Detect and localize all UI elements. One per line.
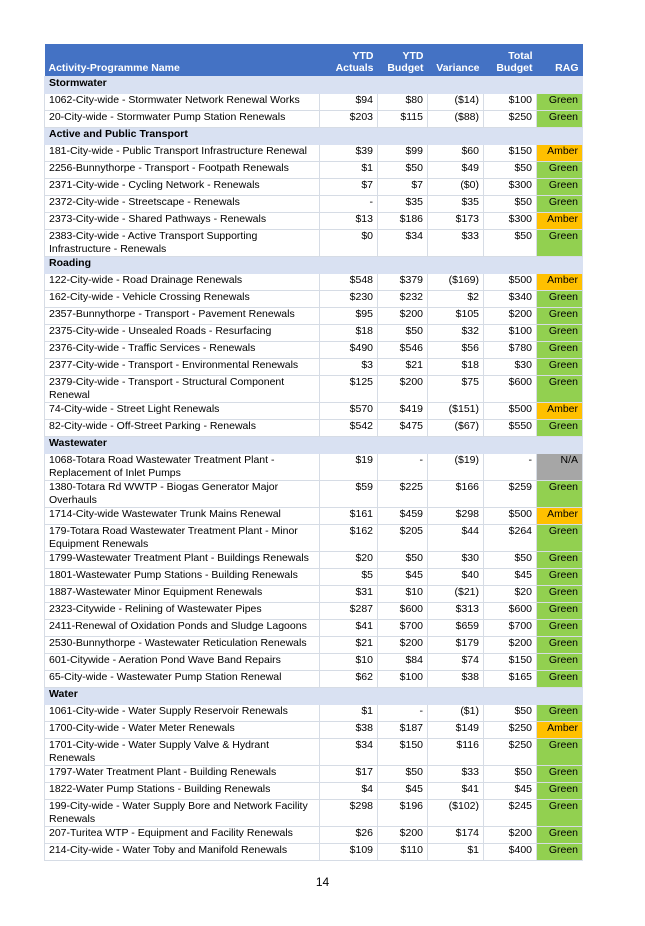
cell-ytd-actuals: $109 — [320, 844, 378, 861]
cell-ytd-actuals: $542 — [320, 420, 378, 437]
cell-ytd-budget: $600 — [378, 603, 428, 620]
rag-status-badge: Green — [537, 603, 583, 620]
rag-status-badge: Green — [537, 325, 583, 342]
cell-ytd-actuals: - — [320, 196, 378, 213]
cell-variance: ($151) — [428, 403, 484, 420]
cell-total-budget: $50 — [484, 230, 537, 257]
cell-total-budget: $300 — [484, 179, 537, 196]
table-row — [45, 274, 583, 291]
cell-ytd-actuals: $13 — [320, 213, 378, 230]
table-row — [45, 827, 583, 844]
table-row — [45, 94, 583, 111]
cell-ytd-budget: $200 — [378, 637, 428, 654]
cell-ytd-budget: $50 — [378, 766, 428, 783]
table-row — [45, 766, 583, 783]
renewals-table — [44, 44, 583, 861]
table-row — [45, 196, 583, 213]
cell-activity-name: 1061-City-wide - Water Supply Reservoir Renewals — [45, 705, 320, 722]
cell-variance: $60 — [428, 145, 484, 162]
cell-variance: $40 — [428, 569, 484, 586]
cell-ytd-actuals: $95 — [320, 308, 378, 325]
cell-variance: $173 — [428, 213, 484, 230]
section-row — [45, 688, 583, 705]
table-row — [45, 454, 583, 481]
table-row — [45, 230, 583, 257]
cell-ytd-actuals: $19 — [320, 454, 378, 481]
cell-activity-name: 2383-City-wide - Active Transport Supporting Infrastructure - Renewals — [45, 230, 320, 257]
cell-ytd-budget: - — [378, 705, 428, 722]
rag-status-badge: Green — [537, 569, 583, 586]
table-row — [45, 525, 583, 552]
cell-activity-name: 199-City-wide - Water Supply Bore and Network Facility Renewals — [45, 800, 320, 827]
table-row — [45, 620, 583, 637]
cell-ytd-actuals: $31 — [320, 586, 378, 603]
rag-status-badge: Green — [537, 342, 583, 359]
table-row — [45, 162, 583, 179]
cell-variance: $35 — [428, 196, 484, 213]
col-header-name: Activity-Programme Name — [45, 44, 320, 77]
table-row — [45, 844, 583, 861]
col-header-ytd-actuals: YTD Actuals — [320, 44, 378, 77]
cell-activity-name: 122-City-wide - Road Drainage Renewals — [45, 274, 320, 291]
cell-activity-name: 20-City-wide - Stormwater Pump Station Renewals — [45, 111, 320, 128]
cell-ytd-actuals: $4 — [320, 783, 378, 800]
cell-activity-name: 2377-City-wide - Transport - Environmental Renewals — [45, 359, 320, 376]
cell-total-budget: $50 — [484, 552, 537, 569]
table-row — [45, 376, 583, 403]
table-body — [45, 77, 583, 861]
cell-total-budget: $600 — [484, 376, 537, 403]
cell-ytd-budget: $150 — [378, 739, 428, 766]
cell-ytd-budget: $546 — [378, 342, 428, 359]
section-title: Roading — [45, 257, 583, 274]
cell-variance: $75 — [428, 376, 484, 403]
table-row — [45, 308, 583, 325]
cell-total-budget: $20 — [484, 586, 537, 603]
cell-ytd-actuals: $570 — [320, 403, 378, 420]
section-row — [45, 437, 583, 454]
cell-ytd-actuals: $21 — [320, 637, 378, 654]
rag-status-badge: Green — [537, 162, 583, 179]
rag-status-badge: Green — [537, 620, 583, 637]
cell-activity-name: 2256-Bunnythorpe - Transport - Footpath Renewals — [45, 162, 320, 179]
cell-variance: $33 — [428, 230, 484, 257]
cell-total-budget: $50 — [484, 162, 537, 179]
col-header-total-budget: Total Budget — [484, 44, 537, 77]
cell-ytd-budget: $45 — [378, 569, 428, 586]
table-row — [45, 637, 583, 654]
table-row — [45, 145, 583, 162]
cell-variance: $2 — [428, 291, 484, 308]
rag-status-badge: Green — [537, 525, 583, 552]
rag-status-badge: Amber — [537, 722, 583, 739]
rag-status-badge: Green — [537, 705, 583, 722]
rag-status-badge: Green — [537, 291, 583, 308]
cell-total-budget: $50 — [484, 705, 537, 722]
cell-variance: ($88) — [428, 111, 484, 128]
cell-ytd-actuals: $10 — [320, 654, 378, 671]
cell-ytd-budget: $84 — [378, 654, 428, 671]
section-row — [45, 257, 583, 274]
cell-ytd-budget: $115 — [378, 111, 428, 128]
cell-activity-name: 2376-City-wide - Traffic Services - Renewals — [45, 342, 320, 359]
cell-ytd-actuals: $230 — [320, 291, 378, 308]
cell-variance: $149 — [428, 722, 484, 739]
cell-total-budget: $250 — [484, 739, 537, 766]
cell-total-budget: $200 — [484, 637, 537, 654]
cell-ytd-actuals: $203 — [320, 111, 378, 128]
cell-variance: ($21) — [428, 586, 484, 603]
cell-variance: $74 — [428, 654, 484, 671]
table-row — [45, 586, 583, 603]
table-row — [45, 213, 583, 230]
cell-total-budget: $165 — [484, 671, 537, 688]
rag-status-badge: Green — [537, 739, 583, 766]
cell-ytd-budget: $200 — [378, 827, 428, 844]
report-page — [44, 44, 582, 861]
cell-ytd-budget: $187 — [378, 722, 428, 739]
table-row — [45, 800, 583, 827]
cell-total-budget: $200 — [484, 308, 537, 325]
cell-total-budget: $780 — [484, 342, 537, 359]
table-row — [45, 342, 583, 359]
section-title: Water — [45, 688, 583, 705]
cell-total-budget: $300 — [484, 213, 537, 230]
cell-ytd-actuals: $34 — [320, 739, 378, 766]
cell-ytd-budget: $200 — [378, 376, 428, 403]
cell-ytd-budget: $200 — [378, 308, 428, 325]
cell-total-budget: $259 — [484, 481, 537, 508]
cell-variance: ($102) — [428, 800, 484, 827]
rag-status-badge: Green — [537, 783, 583, 800]
cell-ytd-budget: $205 — [378, 525, 428, 552]
cell-variance: $49 — [428, 162, 484, 179]
rag-status-badge: Green — [537, 654, 583, 671]
cell-activity-name: 1380-Totara Rd WWTP - Biogas Generator Major Overhauls — [45, 481, 320, 508]
cell-activity-name: 1799-Wastewater Treatment Plant - Buildings Renewals — [45, 552, 320, 569]
cell-total-budget: $500 — [484, 403, 537, 420]
cell-ytd-budget: $50 — [378, 552, 428, 569]
rag-status-badge: Green — [537, 359, 583, 376]
rag-status-badge: Green — [537, 844, 583, 861]
cell-total-budget: $100 — [484, 94, 537, 111]
cell-ytd-actuals: $39 — [320, 145, 378, 162]
cell-ytd-budget: $419 — [378, 403, 428, 420]
cell-total-budget: $100 — [484, 325, 537, 342]
cell-variance: $166 — [428, 481, 484, 508]
cell-ytd-budget: $700 — [378, 620, 428, 637]
cell-ytd-budget: $232 — [378, 291, 428, 308]
cell-ytd-actuals: $62 — [320, 671, 378, 688]
cell-ytd-actuals: $298 — [320, 800, 378, 827]
cell-total-budget: $50 — [484, 766, 537, 783]
table-row — [45, 179, 583, 196]
table-row — [45, 552, 583, 569]
cell-total-budget: $50 — [484, 196, 537, 213]
rag-status-badge: Green — [537, 827, 583, 844]
table-row — [45, 481, 583, 508]
cell-total-budget: - — [484, 454, 537, 481]
rag-status-badge: Amber — [537, 145, 583, 162]
rag-status-badge: Amber — [537, 508, 583, 525]
rag-status-badge: N/A — [537, 454, 583, 481]
rag-status-badge: Green — [537, 671, 583, 688]
section-row — [45, 77, 583, 94]
cell-total-budget: $30 — [484, 359, 537, 376]
cell-total-budget: $500 — [484, 508, 537, 525]
cell-total-budget: $150 — [484, 654, 537, 671]
cell-variance: $33 — [428, 766, 484, 783]
table-row — [45, 420, 583, 437]
cell-ytd-budget: - — [378, 454, 428, 481]
table-row — [45, 508, 583, 525]
cell-activity-name: 601-Citywide - Aeration Pond Wave Band Repairs — [45, 654, 320, 671]
rag-status-badge: Green — [537, 637, 583, 654]
table-row — [45, 111, 583, 128]
cell-activity-name: 181-City-wide - Public Transport Infrastructure Renewal — [45, 145, 320, 162]
table-row — [45, 722, 583, 739]
cell-variance: ($19) — [428, 454, 484, 481]
table-row — [45, 654, 583, 671]
cell-activity-name: 1062-City-wide - Stormwater Network Renewal Works — [45, 94, 320, 111]
table-row — [45, 603, 583, 620]
cell-variance: $174 — [428, 827, 484, 844]
cell-ytd-budget: $100 — [378, 671, 428, 688]
cell-ytd-actuals: $5 — [320, 569, 378, 586]
cell-variance: $32 — [428, 325, 484, 342]
section-title: Stormwater — [45, 77, 583, 94]
table-row — [45, 739, 583, 766]
cell-total-budget: $700 — [484, 620, 537, 637]
cell-ytd-budget: $45 — [378, 783, 428, 800]
cell-variance: $105 — [428, 308, 484, 325]
rag-status-badge: Green — [537, 196, 583, 213]
rag-status-badge: Amber — [537, 213, 583, 230]
table-row — [45, 359, 583, 376]
cell-variance: $44 — [428, 525, 484, 552]
cell-ytd-actuals: $94 — [320, 94, 378, 111]
cell-activity-name: 214-City-wide - Water Toby and Manifold Renewals — [45, 844, 320, 861]
cell-variance: $179 — [428, 637, 484, 654]
cell-total-budget: $250 — [484, 722, 537, 739]
table-row — [45, 325, 583, 342]
cell-ytd-budget: $80 — [378, 94, 428, 111]
cell-ytd-actuals: $20 — [320, 552, 378, 569]
cell-activity-name: 1701-City-wide - Water Supply Valve & Hydrant Renewals — [45, 739, 320, 766]
rag-status-badge: Green — [537, 230, 583, 257]
cell-total-budget: $600 — [484, 603, 537, 620]
col-header-ytd-budget: YTD Budget — [378, 44, 428, 77]
cell-ytd-actuals: $26 — [320, 827, 378, 844]
cell-ytd-actuals: $38 — [320, 722, 378, 739]
cell-ytd-budget: $21 — [378, 359, 428, 376]
cell-ytd-budget: $379 — [378, 274, 428, 291]
cell-variance: ($1) — [428, 705, 484, 722]
table-row — [45, 783, 583, 800]
table-row — [45, 569, 583, 586]
page-number: 14 — [315, 875, 330, 889]
cell-ytd-budget: $10 — [378, 586, 428, 603]
cell-total-budget: $340 — [484, 291, 537, 308]
cell-total-budget: $250 — [484, 111, 537, 128]
cell-ytd-actuals: $125 — [320, 376, 378, 403]
cell-ytd-budget: $50 — [378, 325, 428, 342]
cell-activity-name: 1068-Totara Road Wastewater Treatment Plant - Replacement of Inlet Pumps — [45, 454, 320, 481]
cell-ytd-actuals: $1 — [320, 705, 378, 722]
section-title: Active and Public Transport — [45, 128, 583, 145]
cell-variance: $116 — [428, 739, 484, 766]
cell-ytd-actuals: $161 — [320, 508, 378, 525]
cell-total-budget: $400 — [484, 844, 537, 861]
cell-variance: $298 — [428, 508, 484, 525]
rag-status-badge: Green — [537, 481, 583, 508]
cell-variance: ($67) — [428, 420, 484, 437]
cell-ytd-budget: $186 — [378, 213, 428, 230]
cell-ytd-actuals: $548 — [320, 274, 378, 291]
cell-activity-name: 2323-Citywide - Relining of Wastewater Pipes — [45, 603, 320, 620]
cell-activity-name: 1801-Wastewater Pump Stations - Building Renewals — [45, 569, 320, 586]
table-row — [45, 705, 583, 722]
table-row — [45, 403, 583, 420]
cell-variance: $56 — [428, 342, 484, 359]
cell-ytd-budget: $196 — [378, 800, 428, 827]
cell-ytd-actuals: $1 — [320, 162, 378, 179]
cell-ytd-actuals: $490 — [320, 342, 378, 359]
cell-ytd-actuals: $3 — [320, 359, 378, 376]
cell-activity-name: 2379-City-wide - Transport - Structural Component Renewal — [45, 376, 320, 403]
cell-ytd-budget: $459 — [378, 508, 428, 525]
cell-variance: $1 — [428, 844, 484, 861]
cell-activity-name: 65-City-wide - Wastewater Pump Station Renewal — [45, 671, 320, 688]
cell-variance: $313 — [428, 603, 484, 620]
rag-status-badge: Amber — [537, 274, 583, 291]
cell-activity-name: 162-City-wide - Vehicle Crossing Renewals — [45, 291, 320, 308]
cell-activity-name: 1887-Wastewater Minor Equipment Renewals — [45, 586, 320, 603]
cell-variance: $30 — [428, 552, 484, 569]
cell-total-budget: $150 — [484, 145, 537, 162]
cell-total-budget: $245 — [484, 800, 537, 827]
cell-total-budget: $264 — [484, 525, 537, 552]
cell-ytd-actuals: $17 — [320, 766, 378, 783]
rag-status-badge: Green — [537, 420, 583, 437]
cell-ytd-actuals: $7 — [320, 179, 378, 196]
cell-activity-name: 2372-City-wide - Streetscape - Renewals — [45, 196, 320, 213]
cell-variance: $18 — [428, 359, 484, 376]
cell-ytd-actuals: $41 — [320, 620, 378, 637]
rag-status-badge: Amber — [537, 403, 583, 420]
cell-total-budget: $45 — [484, 569, 537, 586]
cell-total-budget: $500 — [484, 274, 537, 291]
cell-variance: $38 — [428, 671, 484, 688]
cell-activity-name: 2371-City-wide - Cycling Network - Renewals — [45, 179, 320, 196]
cell-activity-name: 1714-City-wide Wastewater Trunk Mains Renewal — [45, 508, 320, 525]
cell-ytd-budget: $110 — [378, 844, 428, 861]
col-header-variance: Variance — [428, 44, 484, 77]
rag-status-badge: Green — [537, 586, 583, 603]
rag-status-badge: Green — [537, 111, 583, 128]
cell-ytd-actuals: $162 — [320, 525, 378, 552]
rag-status-badge: Green — [537, 800, 583, 827]
cell-variance: $41 — [428, 783, 484, 800]
cell-variance: ($169) — [428, 274, 484, 291]
rag-status-badge: Green — [537, 94, 583, 111]
cell-ytd-budget: $99 — [378, 145, 428, 162]
section-row — [45, 128, 583, 145]
cell-ytd-budget: $35 — [378, 196, 428, 213]
cell-activity-name: 2411-Renewal of Oxidation Ponds and Sludge Lagoons — [45, 620, 320, 637]
cell-activity-name: 2373-City-wide - Shared Pathways - Renewals — [45, 213, 320, 230]
cell-total-budget: $200 — [484, 827, 537, 844]
cell-ytd-budget: $34 — [378, 230, 428, 257]
cell-ytd-budget: $50 — [378, 162, 428, 179]
cell-ytd-budget: $475 — [378, 420, 428, 437]
rag-status-badge: Green — [537, 552, 583, 569]
cell-activity-name: 1700-City-wide - Water Meter Renewals — [45, 722, 320, 739]
rag-status-badge: Green — [537, 376, 583, 403]
cell-ytd-actuals: $287 — [320, 603, 378, 620]
rag-status-badge: Green — [537, 308, 583, 325]
rag-status-badge: Green — [537, 179, 583, 196]
cell-ytd-budget: $225 — [378, 481, 428, 508]
cell-activity-name: 2375-City-wide - Unsealed Roads - Resurfacing — [45, 325, 320, 342]
section-title: Wastewater — [45, 437, 583, 454]
cell-variance: ($0) — [428, 179, 484, 196]
cell-activity-name: 179-Totara Road Wastewater Treatment Plant - Minor Equipment Renewals — [45, 525, 320, 552]
cell-ytd-actuals: $59 — [320, 481, 378, 508]
cell-variance: $659 — [428, 620, 484, 637]
cell-activity-name: 74-City-wide - Street Light Renewals — [45, 403, 320, 420]
cell-activity-name: 1822-Water Pump Stations - Building Renewals — [45, 783, 320, 800]
cell-total-budget: $550 — [484, 420, 537, 437]
cell-activity-name: 207-Turitea WTP - Equipment and Facility Renewals — [45, 827, 320, 844]
cell-ytd-actuals: $0 — [320, 230, 378, 257]
col-header-rag: RAG — [537, 44, 583, 77]
header-row — [45, 44, 583, 77]
cell-variance: ($14) — [428, 94, 484, 111]
table-row — [45, 671, 583, 688]
cell-activity-name: 2357-Bunnythorpe - Transport - Pavement Renewals — [45, 308, 320, 325]
cell-ytd-actuals: $18 — [320, 325, 378, 342]
cell-activity-name: 2530-Bunnythorpe - Wastewater Reticulation Renewals — [45, 637, 320, 654]
table-row — [45, 291, 583, 308]
rag-status-badge: Green — [537, 766, 583, 783]
cell-activity-name: 82-City-wide - Off-Street Parking - Renewals — [45, 420, 320, 437]
cell-total-budget: $45 — [484, 783, 537, 800]
cell-ytd-budget: $7 — [378, 179, 428, 196]
cell-activity-name: 1797-Water Treatment Plant - Building Renewals — [45, 766, 320, 783]
